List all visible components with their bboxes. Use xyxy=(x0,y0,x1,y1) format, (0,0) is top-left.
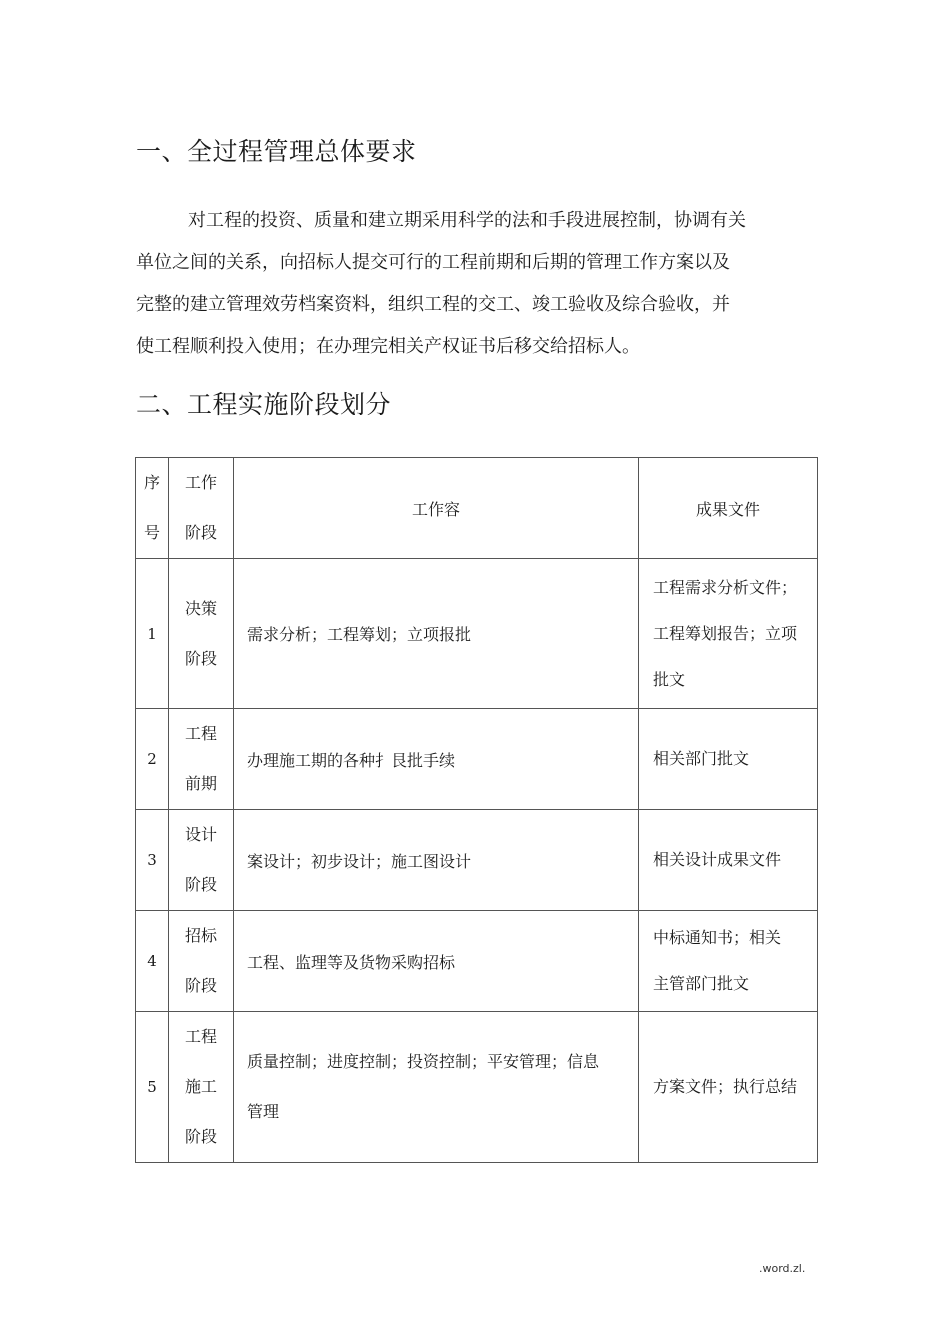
header-no-line: 序 xyxy=(143,473,160,492)
row-no: 4 xyxy=(136,911,169,1012)
row-stage-line: 工程 xyxy=(184,724,217,743)
row-result-line: 中标通知书；相关 xyxy=(653,928,782,947)
table-row xyxy=(136,709,818,810)
row-stage-line: 阶段 xyxy=(184,648,217,668)
row-content-line: 工程、监理等及货物采购招标 xyxy=(247,952,456,972)
row-stage-line: 施工 xyxy=(184,1077,217,1096)
stage-division-table xyxy=(135,457,818,1163)
row-stage-line: 决策 xyxy=(184,598,217,618)
row-stage xyxy=(169,911,234,1012)
row-no: 2 xyxy=(136,709,169,810)
paragraph-line: 单位之间的关系，向招标人提交可行的工程前期和后期的管理工作方案以及 xyxy=(136,252,730,273)
row-content-line: 质量控制；进度控制；投资控制；平安管理；信息 xyxy=(247,1052,600,1071)
row-result-line: 相关部门批文 xyxy=(653,749,750,768)
row-result-line: 主管部门批文 xyxy=(653,974,750,993)
overall-requirements-paragraph xyxy=(136,200,818,368)
row-stage xyxy=(169,709,234,810)
row-result-line: 工程筹划报告；立项 xyxy=(653,623,798,643)
header-stage-line: 阶段 xyxy=(184,523,217,542)
row-content-line: 需求分析；工程筹划；立项报批 xyxy=(247,625,472,644)
header-no xyxy=(136,458,169,559)
row-stage-line: 招标 xyxy=(184,926,217,945)
row-content xyxy=(234,559,639,709)
row-content-line: 办理施工期的各种扌艮批手续 xyxy=(247,750,456,770)
row-result-line: 方案文件；执行总结 xyxy=(653,1077,798,1096)
row-result-line: 工程需求分析文件； xyxy=(653,577,798,597)
row-content xyxy=(234,709,639,810)
row-stage-line: 工程 xyxy=(184,1027,217,1046)
row-content xyxy=(234,810,639,911)
row-no: 3 xyxy=(136,810,169,911)
row-stage-line: 设计 xyxy=(184,825,217,844)
row-no: 5 xyxy=(136,1012,169,1163)
header-result: 成果文件 xyxy=(639,458,818,559)
row-no: 1 xyxy=(136,559,169,709)
page-footer: .word.zl. xyxy=(759,1262,806,1275)
row-result xyxy=(639,911,818,1012)
header-content: 工作容 xyxy=(234,458,639,559)
row-content-line: 管理 xyxy=(247,1102,280,1121)
paragraph-line: 完整的建立管理效劳档案资料，组织工程的交工、竣工验收及综合验收，并 xyxy=(136,294,730,315)
paragraph-line: 对工程的投资、质量和建立期采用科学的法和手段进展控制，协调有关 xyxy=(188,210,746,231)
row-stage-line: 阶段 xyxy=(184,875,217,894)
row-stage xyxy=(169,559,234,709)
header-stage-line: 工作 xyxy=(184,473,217,492)
table-row xyxy=(136,810,818,911)
row-result xyxy=(639,709,818,810)
row-result-line: 批文 xyxy=(653,669,686,689)
row-stage xyxy=(169,1012,234,1163)
row-stage xyxy=(169,810,234,911)
section-heading-stage-division: 二、工程实施阶段划分 xyxy=(136,390,392,419)
table-row xyxy=(136,1012,818,1163)
row-stage-line: 阶段 xyxy=(184,976,217,995)
row-content-line: 案设计；初步设计；施工图设计 xyxy=(247,851,472,871)
row-result-line: 相关设计成果文件 xyxy=(653,850,782,869)
header-stage xyxy=(169,458,234,559)
table-row xyxy=(136,559,818,709)
row-stage-line: 前期 xyxy=(184,774,217,793)
header-no-line: 号 xyxy=(143,523,160,542)
table-header-row xyxy=(136,458,818,559)
row-content xyxy=(234,911,639,1012)
table-row xyxy=(136,911,818,1012)
row-content xyxy=(234,1012,639,1163)
row-result xyxy=(639,810,818,911)
row-result xyxy=(639,1012,818,1163)
row-result xyxy=(639,559,818,709)
paragraph-line: 使工程顺利投入使用；在办理完相关产权证书后移交给招标人。 xyxy=(136,336,640,357)
section-heading-overall-requirements: 一、全过程管理总体要求 xyxy=(136,137,417,166)
row-stage-line: 阶段 xyxy=(184,1127,217,1146)
